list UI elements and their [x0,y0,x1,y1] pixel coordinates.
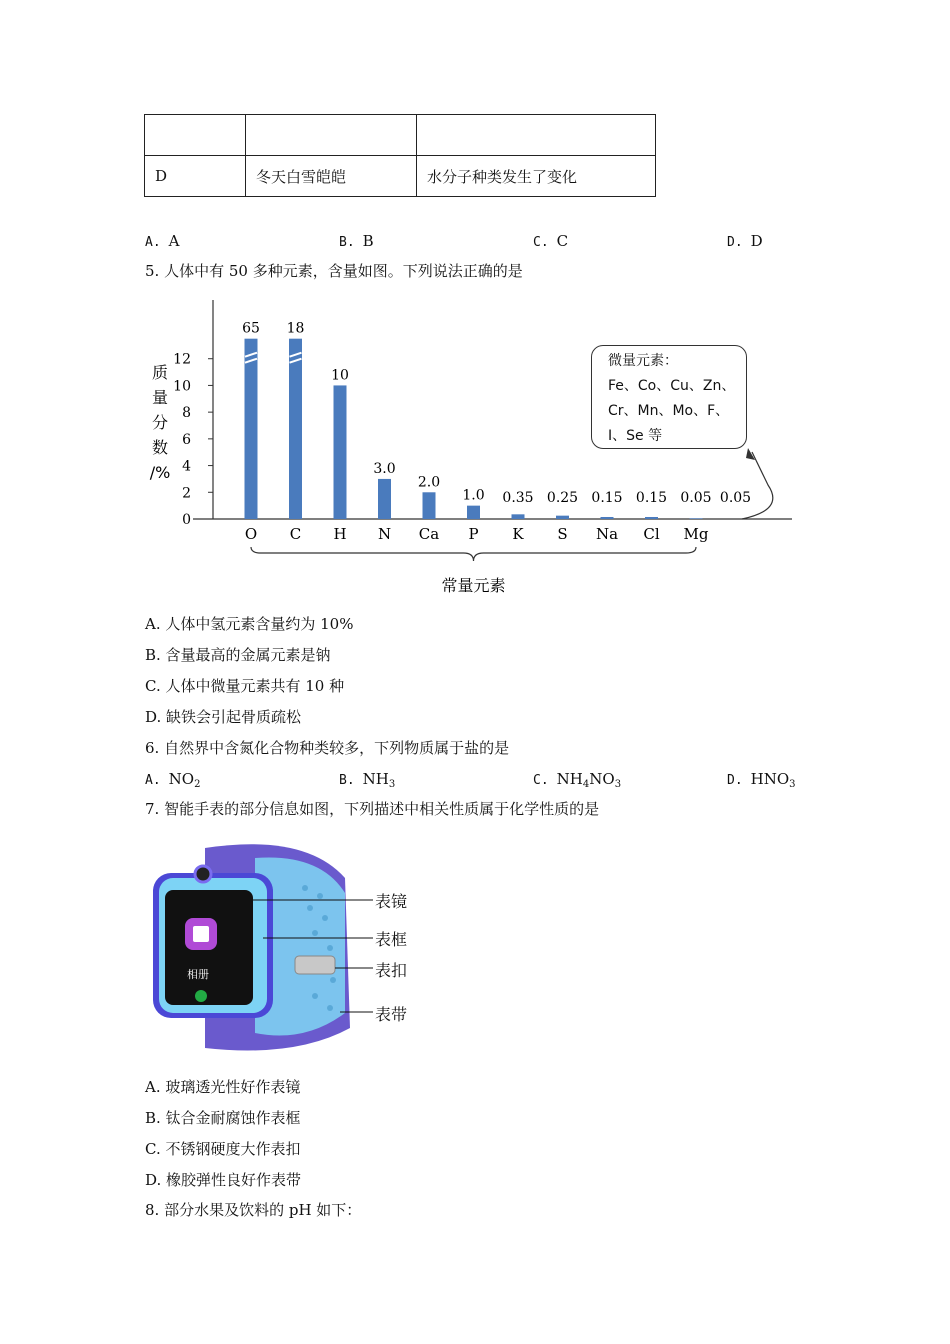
data-label: 2.0 [417,474,441,491]
q6-option-c[interactable] [533,769,621,791]
q7-option-a[interactable]: A. 玻璃透光性好作表镜 [145,1078,301,1096]
trace-elements-callout [591,345,747,449]
formula: NH [362,770,389,788]
photo-icon [193,926,209,942]
y-tick-label: 8 [182,405,191,422]
table-cell: D [145,156,246,197]
callout-line: I、Se 等 [608,428,663,444]
data-label: 65 [242,320,260,337]
y-tick-label: 6 [182,431,191,448]
watch-label-strap: 表带 [375,1005,408,1024]
formula-sub: 4 [582,779,590,790]
formula-sub: 3 [388,779,396,790]
q8-stem: 8. 部分水果及饮料的 pH 如下： [145,1201,362,1219]
formula: NO [589,770,615,788]
option-text: D [750,232,763,250]
option-text: B [362,232,374,250]
y-axis-label: 数 [151,438,169,457]
table-cell: 冬天白雪皑皑 [246,156,417,197]
callout-arrow [742,452,773,519]
q5-option-c[interactable]: C. 人体中微量元素共有 10 种 [145,677,345,695]
x-tick-label: Na [595,525,619,543]
data-label: 0.15 [591,490,623,506]
x-tick-label: Mg [683,525,709,543]
y-axis-label: /% [149,463,171,482]
q6-option-b[interactable] [339,769,395,791]
y-axis-label: 质 [151,363,169,382]
y-tick-label: 2 [182,485,191,502]
option-text: C [556,232,569,250]
watch-label-glass: 表镜 [375,892,408,911]
data-label: 0.25 [546,490,579,506]
option-key: D. [727,235,743,250]
y-tick-label: 4 [182,458,191,475]
x-tick-label: S [557,525,568,543]
x-tick-label: N [377,525,392,543]
bar-ca [423,492,436,519]
y-tick-label: 12 [173,351,191,368]
table-cell: 水分子种类发生了变化 [417,156,656,197]
x-tick-label: O [244,525,258,543]
formula: HNO [750,770,790,788]
bar-p [467,506,480,519]
option-key: C. [533,235,549,250]
q5-option-a[interactable]: A. 人体中氢元素含量约为 10% [145,615,354,633]
q5-option-d[interactable]: D. 缺铁会引起骨质疏松 [145,708,302,726]
data-label: 0.05 [680,490,712,506]
arrow-head [746,448,755,460]
x-tick-label: K [512,525,524,543]
x-tick-label: H [333,525,347,543]
x-tick-label: Ca [418,525,440,543]
bar-mg [690,518,703,519]
bar-s [556,516,569,519]
callout-line: 微量元素： [608,353,678,369]
bar-cl [645,517,658,519]
element-content-chart [0,0,950,610]
data-label: 10 [331,367,349,384]
formula: NH [556,770,583,788]
watch-label-buckle: 表扣 [375,961,408,980]
y-axis-label: 量 [151,388,169,407]
option-key: D. [727,773,743,788]
formula-sub: 3 [789,779,796,790]
bar-n [378,479,391,519]
watch-camera [195,866,211,882]
option-key: A. [145,235,161,250]
data-label: 3.0 [373,460,396,477]
bar-na [601,517,614,519]
x-tick-label: Cl [643,525,660,543]
option-key: B. [339,235,355,250]
formula: NO [168,770,195,788]
data-label: 0.15 [635,490,668,506]
data-label: 0.05 [719,490,752,506]
data-label: 0.35 [502,490,534,506]
data-label: 1.0 [462,487,485,504]
data-label: 18 [286,320,305,337]
watch-label-frame: 表框 [375,930,408,949]
y-tick-label: 10 [173,378,191,395]
option-key: A. [145,773,161,788]
watch-buckle [295,956,335,974]
brace [251,547,696,561]
q5-stem: 5. 人体中有 50 多种元素，含量如图。下列说法正确的是 [145,262,523,280]
screen-label: 相册 [187,968,209,981]
q7-option-b[interactable]: B. 钛合金耐腐蚀作表框 [145,1109,301,1127]
option-key: B. [339,773,355,788]
q7-option-d[interactable]: D. 橡胶弹性良好作表带 [145,1171,302,1189]
x-tick-label: P [468,525,479,543]
option-key: C. [533,773,549,788]
q6-stem: 6. 自然界中含氮化合物种类较多，下列物质属于盐的是 [145,739,510,757]
formula-sub: 3 [614,779,622,790]
phone-icon [195,990,207,1002]
q7-option-c[interactable]: C. 不锈钢硬度大作表扣 [145,1140,301,1158]
q6-option-d[interactable] [727,769,796,791]
bar-h [334,385,347,519]
formula-sub: 2 [194,779,201,790]
y-tick-label: 0 [182,512,191,528]
brace-label: 常量元素 [441,576,506,595]
bar-k [512,514,525,519]
option-text: A [168,232,180,250]
callout-line: Fe、Co、Cu、Zn、 [608,378,736,394]
q7-stem: 7. 智能手表的部分信息如图，下列描述中相关性质属于化学性质的是 [145,800,600,818]
x-tick-label: C [289,525,302,543]
q6-option-a[interactable] [145,769,200,791]
bar-c [289,339,302,519]
q5-option-b[interactable]: B. 含量最高的金属元素是钠 [145,646,331,664]
y-axis-label: 分 [151,413,169,432]
bar-o [245,339,258,519]
callout-line: Cr、Mn、Mo、F、 [608,403,730,419]
